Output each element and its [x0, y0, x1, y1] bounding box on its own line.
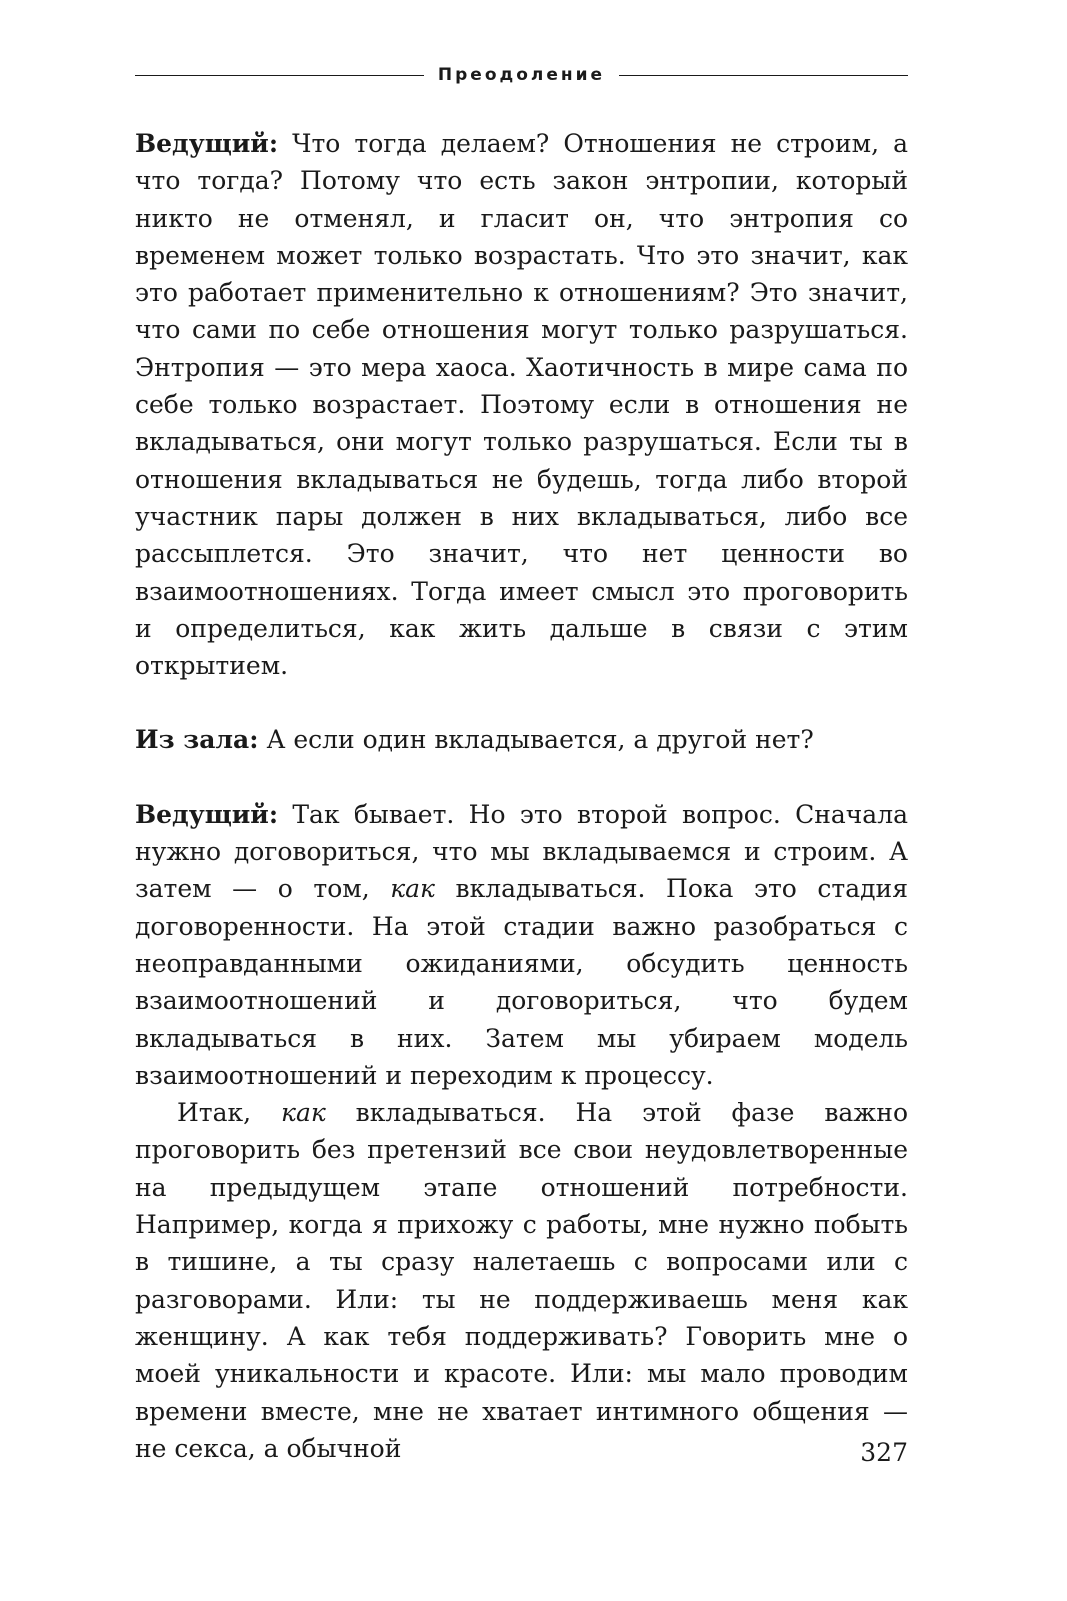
emphasis: как	[390, 874, 435, 904]
paragraph-4	[135, 1094, 908, 1467]
paragraph-1	[135, 125, 908, 684]
running-head	[135, 62, 908, 88]
paragraph-text: А если один вкладывается, а другой нет?	[258, 725, 814, 755]
speaker-label: Ведущий:	[135, 799, 279, 829]
running-head-title: Преодоление	[437, 65, 606, 85]
emphasis: как	[281, 1098, 326, 1128]
paragraph-2	[135, 721, 908, 758]
paragraph-text: Что тогда делаем? Отношения не строим, а что тогда? Потому что есть закон энтропии, который никто не отменял, и гласит он, что энтропия со временем может только возрастать. Что это значит, как это работает применительно к отношениям? Это значит, что сами по себе отношения могут только разрушаться. Энтропия — это мера хаоса. Хаотичность в мире сама по себе только возрастает. Поэтому если в отношения не вкладываться, они могут только разрушаться. Если ты в отношения вкладываться не будешь, тогда либо второй участник пары должен в них вкладываться, либо все рассыплется. Это значит, что нет ценности во взаимоотношениях. Тогда имеет смысл это проговорить и определиться, как жить дальше в связи с этим открытием.	[135, 129, 908, 681]
page-number: 327	[860, 1438, 908, 1467]
speaker-label: Ведущий:	[135, 129, 279, 158]
paragraph-text-after-emphasis: вкладываться. Пока это стадия договоренности. На этой стадии важно разобраться с неоправданными ожиданиями, обсудить ценность взаимоотношений и договориться, что будем вкладываться в них. Затем мы убираем модель взаимоотношений и переходим к процессу.	[135, 874, 908, 1090]
paragraph-text-before-emphasis: Итак,	[177, 1098, 282, 1128]
speaker-label: Из зала:	[135, 725, 259, 755]
page-body	[135, 125, 908, 1467]
header-rule-right	[619, 75, 908, 76]
paragraph-text-before-emphasis: Так бывает. Но это второй вопрос. Сначала нужно договориться, что мы вкладываемся и строим. А затем — о том,	[135, 799, 908, 904]
paragraph-text-after-emphasis: вкладываться. На этой фазе важно проговорить без претензий все свои неудовлетворенные на предыдущем этапе отношений потребности. Например, когда я прихожу с работы, мне нужно побыть в тишине, а ты сразу налетаешь с вопросами или с разговорами. Или: ты не поддерживаешь меня как женщину. А как тебя поддерживать? Говорить мне о моей уникальности и красоте. Или: мы мало проводим времени вместе, мне не хватает интимного общения — не секса, а обычной	[135, 1098, 909, 1463]
paragraph-3	[135, 796, 908, 1094]
header-rule-left	[135, 75, 424, 76]
